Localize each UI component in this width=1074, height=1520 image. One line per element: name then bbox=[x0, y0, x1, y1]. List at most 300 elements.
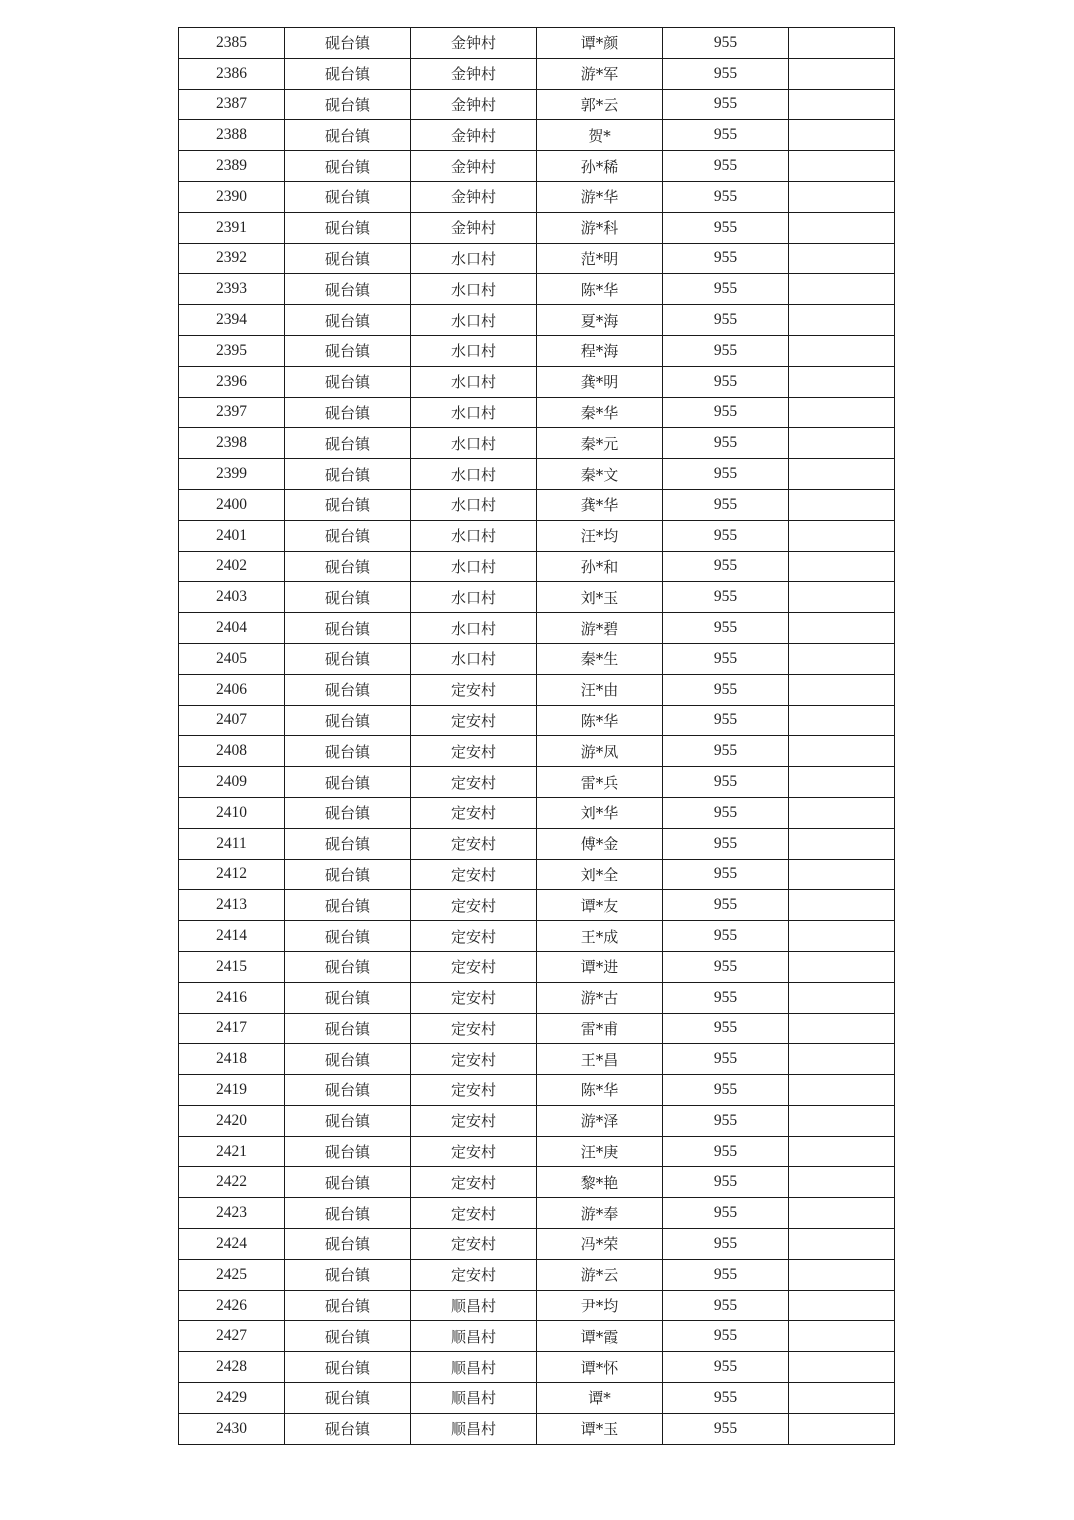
cell-town: 砚台镇 bbox=[285, 1259, 411, 1290]
cell-note bbox=[789, 828, 895, 859]
cell-number: 2427 bbox=[179, 1321, 285, 1352]
cell-note bbox=[789, 520, 895, 551]
cell-name: 陈*华 bbox=[537, 274, 663, 305]
cell-town: 砚台镇 bbox=[285, 1290, 411, 1321]
cell-town: 砚台镇 bbox=[285, 520, 411, 551]
cell-note bbox=[789, 1352, 895, 1383]
cell-amount: 955 bbox=[663, 551, 789, 582]
cell-number: 2415 bbox=[179, 951, 285, 982]
cell-name: 刘*华 bbox=[537, 797, 663, 828]
cell-amount: 955 bbox=[663, 613, 789, 644]
table-row bbox=[179, 89, 895, 120]
cell-town: 砚台镇 bbox=[285, 890, 411, 921]
cell-town: 砚台镇 bbox=[285, 1105, 411, 1136]
cell-village: 水口村 bbox=[411, 582, 537, 613]
cell-town: 砚台镇 bbox=[285, 151, 411, 182]
cell-number: 2387 bbox=[179, 89, 285, 120]
table-row bbox=[179, 1198, 895, 1229]
cell-name: 游*科 bbox=[537, 212, 663, 243]
cell-name: 游*云 bbox=[537, 1259, 663, 1290]
cell-town: 砚台镇 bbox=[285, 705, 411, 736]
cell-number: 2420 bbox=[179, 1105, 285, 1136]
cell-village: 定安村 bbox=[411, 1167, 537, 1198]
cell-number: 2418 bbox=[179, 1044, 285, 1075]
cell-note bbox=[789, 1259, 895, 1290]
cell-name: 谭*霞 bbox=[537, 1321, 663, 1352]
cell-number: 2405 bbox=[179, 643, 285, 674]
cell-note bbox=[789, 1013, 895, 1044]
cell-town: 砚台镇 bbox=[285, 459, 411, 490]
cell-town: 砚台镇 bbox=[285, 1136, 411, 1167]
cell-town: 砚台镇 bbox=[285, 1321, 411, 1352]
table-row bbox=[179, 674, 895, 705]
cell-name: 汪*由 bbox=[537, 674, 663, 705]
cell-village: 顺昌村 bbox=[411, 1290, 537, 1321]
cell-town: 砚台镇 bbox=[285, 89, 411, 120]
cell-amount: 955 bbox=[663, 643, 789, 674]
cell-town: 砚台镇 bbox=[285, 1167, 411, 1198]
cell-note bbox=[789, 1290, 895, 1321]
cell-name: 游*华 bbox=[537, 181, 663, 212]
cell-village: 定安村 bbox=[411, 1259, 537, 1290]
cell-number: 2385 bbox=[179, 28, 285, 59]
cell-town: 砚台镇 bbox=[285, 489, 411, 520]
cell-village: 金钟村 bbox=[411, 151, 537, 182]
cell-village: 水口村 bbox=[411, 643, 537, 674]
table-row bbox=[179, 736, 895, 767]
cell-name: 游*古 bbox=[537, 982, 663, 1013]
cell-note bbox=[789, 613, 895, 644]
cell-note bbox=[789, 366, 895, 397]
cell-note bbox=[789, 274, 895, 305]
cell-number: 2398 bbox=[179, 428, 285, 459]
cell-number: 2419 bbox=[179, 1075, 285, 1106]
table-row bbox=[179, 1413, 895, 1444]
cell-name: 贺* bbox=[537, 120, 663, 151]
cell-name: 谭* bbox=[537, 1383, 663, 1414]
cell-town: 砚台镇 bbox=[285, 736, 411, 767]
cell-note bbox=[789, 58, 895, 89]
cell-number: 2408 bbox=[179, 736, 285, 767]
cell-amount: 955 bbox=[663, 951, 789, 982]
cell-amount: 955 bbox=[663, 181, 789, 212]
cell-note bbox=[789, 151, 895, 182]
cell-note bbox=[789, 120, 895, 151]
cell-note bbox=[789, 1383, 895, 1414]
table-row bbox=[179, 520, 895, 551]
cell-amount: 955 bbox=[663, 982, 789, 1013]
cell-number: 2390 bbox=[179, 181, 285, 212]
cell-village: 水口村 bbox=[411, 551, 537, 582]
cell-town: 砚台镇 bbox=[285, 428, 411, 459]
cell-name: 谭*玉 bbox=[537, 1413, 663, 1444]
table-row bbox=[179, 890, 895, 921]
table-row bbox=[179, 1229, 895, 1260]
cell-amount: 955 bbox=[663, 1167, 789, 1198]
cell-town: 砚台镇 bbox=[285, 582, 411, 613]
cell-amount: 955 bbox=[663, 428, 789, 459]
cell-note bbox=[789, 28, 895, 59]
cell-village: 定安村 bbox=[411, 1229, 537, 1260]
cell-note bbox=[789, 951, 895, 982]
cell-town: 砚台镇 bbox=[285, 120, 411, 151]
cell-town: 砚台镇 bbox=[285, 1352, 411, 1383]
cell-name: 傅*金 bbox=[537, 828, 663, 859]
cell-amount: 955 bbox=[663, 274, 789, 305]
cell-note bbox=[789, 489, 895, 520]
cell-note bbox=[789, 643, 895, 674]
cell-name: 郭*云 bbox=[537, 89, 663, 120]
cell-number: 2389 bbox=[179, 151, 285, 182]
cell-town: 砚台镇 bbox=[285, 274, 411, 305]
cell-amount: 955 bbox=[663, 120, 789, 151]
table-row bbox=[179, 921, 895, 952]
table-row bbox=[179, 859, 895, 890]
cell-town: 砚台镇 bbox=[285, 181, 411, 212]
cell-name: 游*奉 bbox=[537, 1198, 663, 1229]
table-row bbox=[179, 489, 895, 520]
cell-town: 砚台镇 bbox=[285, 366, 411, 397]
cell-town: 砚台镇 bbox=[285, 1013, 411, 1044]
cell-village: 定安村 bbox=[411, 1075, 537, 1106]
cell-number: 2388 bbox=[179, 120, 285, 151]
table-row bbox=[179, 1321, 895, 1352]
table-row bbox=[179, 428, 895, 459]
cell-note bbox=[789, 982, 895, 1013]
cell-note bbox=[789, 890, 895, 921]
cell-name: 游*凤 bbox=[537, 736, 663, 767]
cell-town: 砚台镇 bbox=[285, 1044, 411, 1075]
cell-note bbox=[789, 1044, 895, 1075]
cell-note bbox=[789, 89, 895, 120]
cell-name: 汪*庚 bbox=[537, 1136, 663, 1167]
table-row bbox=[179, 951, 895, 982]
cell-note bbox=[789, 243, 895, 274]
cell-village: 顺昌村 bbox=[411, 1352, 537, 1383]
cell-village: 水口村 bbox=[411, 305, 537, 336]
cell-amount: 955 bbox=[663, 459, 789, 490]
cell-town: 砚台镇 bbox=[285, 674, 411, 705]
cell-amount: 955 bbox=[663, 797, 789, 828]
cell-amount: 955 bbox=[663, 520, 789, 551]
cell-amount: 955 bbox=[663, 674, 789, 705]
cell-number: 2426 bbox=[179, 1290, 285, 1321]
cell-number: 2386 bbox=[179, 58, 285, 89]
cell-village: 定安村 bbox=[411, 797, 537, 828]
table-row bbox=[179, 366, 895, 397]
table-row bbox=[179, 551, 895, 582]
table-row bbox=[179, 151, 895, 182]
cell-name: 雷*甫 bbox=[537, 1013, 663, 1044]
cell-amount: 955 bbox=[663, 1229, 789, 1260]
cell-amount: 955 bbox=[663, 1321, 789, 1352]
table-row bbox=[179, 243, 895, 274]
table-row bbox=[179, 274, 895, 305]
cell-note bbox=[789, 1105, 895, 1136]
cell-town: 砚台镇 bbox=[285, 243, 411, 274]
cell-name: 夏*海 bbox=[537, 305, 663, 336]
table-row bbox=[179, 1290, 895, 1321]
cell-name: 谭*怀 bbox=[537, 1352, 663, 1383]
cell-number: 2391 bbox=[179, 212, 285, 243]
cell-note bbox=[789, 1413, 895, 1444]
cell-amount: 955 bbox=[663, 705, 789, 736]
cell-number: 2392 bbox=[179, 243, 285, 274]
cell-village: 金钟村 bbox=[411, 181, 537, 212]
cell-note bbox=[789, 582, 895, 613]
cell-amount: 955 bbox=[663, 212, 789, 243]
cell-note bbox=[789, 767, 895, 798]
cell-town: 砚台镇 bbox=[285, 1075, 411, 1106]
cell-number: 2411 bbox=[179, 828, 285, 859]
table-row bbox=[179, 120, 895, 151]
cell-note bbox=[789, 1136, 895, 1167]
table-row bbox=[179, 582, 895, 613]
cell-name: 谭*友 bbox=[537, 890, 663, 921]
cell-name: 陈*华 bbox=[537, 705, 663, 736]
cell-town: 砚台镇 bbox=[285, 797, 411, 828]
table-row bbox=[179, 335, 895, 366]
cell-name: 龚*明 bbox=[537, 366, 663, 397]
cell-number: 2404 bbox=[179, 613, 285, 644]
cell-number: 2409 bbox=[179, 767, 285, 798]
cell-number: 2430 bbox=[179, 1413, 285, 1444]
cell-number: 2414 bbox=[179, 921, 285, 952]
cell-amount: 955 bbox=[663, 859, 789, 890]
cell-number: 2395 bbox=[179, 335, 285, 366]
cell-number: 2428 bbox=[179, 1352, 285, 1383]
cell-note bbox=[789, 305, 895, 336]
cell-town: 砚台镇 bbox=[285, 28, 411, 59]
cell-note bbox=[789, 551, 895, 582]
cell-village: 金钟村 bbox=[411, 120, 537, 151]
table-row bbox=[179, 1259, 895, 1290]
cell-number: 2417 bbox=[179, 1013, 285, 1044]
cell-village: 金钟村 bbox=[411, 28, 537, 59]
cell-town: 砚台镇 bbox=[285, 551, 411, 582]
cell-note bbox=[789, 736, 895, 767]
cell-name: 秦*华 bbox=[537, 397, 663, 428]
cell-number: 2422 bbox=[179, 1167, 285, 1198]
cell-town: 砚台镇 bbox=[285, 643, 411, 674]
cell-name: 孙*稀 bbox=[537, 151, 663, 182]
cell-note bbox=[789, 797, 895, 828]
cell-number: 2402 bbox=[179, 551, 285, 582]
cell-number: 2393 bbox=[179, 274, 285, 305]
cell-note bbox=[789, 181, 895, 212]
cell-amount: 955 bbox=[663, 921, 789, 952]
table-row bbox=[179, 212, 895, 243]
table-row bbox=[179, 181, 895, 212]
cell-village: 金钟村 bbox=[411, 58, 537, 89]
cell-name: 游*泽 bbox=[537, 1105, 663, 1136]
cell-town: 砚台镇 bbox=[285, 335, 411, 366]
table-body bbox=[179, 28, 895, 1445]
cell-village: 定安村 bbox=[411, 674, 537, 705]
cell-town: 砚台镇 bbox=[285, 1229, 411, 1260]
cell-name: 尹*均 bbox=[537, 1290, 663, 1321]
cell-number: 2407 bbox=[179, 705, 285, 736]
table-row bbox=[179, 1383, 895, 1414]
cell-number: 2413 bbox=[179, 890, 285, 921]
cell-town: 砚台镇 bbox=[285, 1383, 411, 1414]
table-row bbox=[179, 28, 895, 59]
cell-note bbox=[789, 921, 895, 952]
cell-town: 砚台镇 bbox=[285, 305, 411, 336]
cell-village: 水口村 bbox=[411, 428, 537, 459]
cell-village: 定安村 bbox=[411, 951, 537, 982]
cell-number: 2410 bbox=[179, 797, 285, 828]
cell-village: 顺昌村 bbox=[411, 1321, 537, 1352]
cell-note bbox=[789, 705, 895, 736]
table-row bbox=[179, 797, 895, 828]
cell-town: 砚台镇 bbox=[285, 613, 411, 644]
cell-amount: 955 bbox=[663, 890, 789, 921]
cell-town: 砚台镇 bbox=[285, 212, 411, 243]
cell-village: 定安村 bbox=[411, 982, 537, 1013]
cell-village: 定安村 bbox=[411, 1044, 537, 1075]
cell-town: 砚台镇 bbox=[285, 767, 411, 798]
cell-village: 定安村 bbox=[411, 705, 537, 736]
cell-name: 秦*元 bbox=[537, 428, 663, 459]
cell-name: 秦*文 bbox=[537, 459, 663, 490]
cell-town: 砚台镇 bbox=[285, 951, 411, 982]
cell-note bbox=[789, 397, 895, 428]
cell-town: 砚台镇 bbox=[285, 859, 411, 890]
cell-note bbox=[789, 212, 895, 243]
cell-town: 砚台镇 bbox=[285, 58, 411, 89]
cell-village: 定安村 bbox=[411, 890, 537, 921]
cell-number: 2406 bbox=[179, 674, 285, 705]
cell-number: 2394 bbox=[179, 305, 285, 336]
cell-amount: 955 bbox=[663, 305, 789, 336]
cell-amount: 955 bbox=[663, 335, 789, 366]
cell-amount: 955 bbox=[663, 151, 789, 182]
cell-note bbox=[789, 1075, 895, 1106]
table-row bbox=[179, 982, 895, 1013]
cell-village: 水口村 bbox=[411, 520, 537, 551]
cell-name: 陈*华 bbox=[537, 1075, 663, 1106]
cell-village: 定安村 bbox=[411, 921, 537, 952]
cell-name: 谭*进 bbox=[537, 951, 663, 982]
cell-note bbox=[789, 1198, 895, 1229]
cell-number: 2399 bbox=[179, 459, 285, 490]
cell-town: 砚台镇 bbox=[285, 397, 411, 428]
table-row bbox=[179, 1044, 895, 1075]
cell-amount: 955 bbox=[663, 1075, 789, 1106]
cell-name: 王*成 bbox=[537, 921, 663, 952]
cell-name: 汪*均 bbox=[537, 520, 663, 551]
cell-town: 砚台镇 bbox=[285, 1198, 411, 1229]
cell-amount: 955 bbox=[663, 89, 789, 120]
cell-name: 游*军 bbox=[537, 58, 663, 89]
cell-amount: 955 bbox=[663, 397, 789, 428]
cell-number: 2424 bbox=[179, 1229, 285, 1260]
cell-amount: 955 bbox=[663, 1136, 789, 1167]
cell-village: 水口村 bbox=[411, 459, 537, 490]
cell-number: 2429 bbox=[179, 1383, 285, 1414]
cell-village: 定安村 bbox=[411, 1105, 537, 1136]
table-row bbox=[179, 767, 895, 798]
cell-amount: 955 bbox=[663, 1013, 789, 1044]
cell-name: 龚*华 bbox=[537, 489, 663, 520]
table-row bbox=[179, 1352, 895, 1383]
cell-amount: 955 bbox=[663, 1413, 789, 1444]
cell-name: 雷*兵 bbox=[537, 767, 663, 798]
cell-note bbox=[789, 1167, 895, 1198]
cell-amount: 955 bbox=[663, 828, 789, 859]
cell-village: 顺昌村 bbox=[411, 1413, 537, 1444]
table-row bbox=[179, 643, 895, 674]
table-row bbox=[179, 1105, 895, 1136]
cell-number: 2412 bbox=[179, 859, 285, 890]
table-row bbox=[179, 1167, 895, 1198]
cell-village: 水口村 bbox=[411, 335, 537, 366]
cell-note bbox=[789, 335, 895, 366]
table-row bbox=[179, 1136, 895, 1167]
cell-amount: 955 bbox=[663, 767, 789, 798]
cell-note bbox=[789, 859, 895, 890]
cell-village: 水口村 bbox=[411, 274, 537, 305]
cell-village: 水口村 bbox=[411, 243, 537, 274]
cell-name: 程*海 bbox=[537, 335, 663, 366]
cell-number: 2416 bbox=[179, 982, 285, 1013]
cell-village: 顺昌村 bbox=[411, 1383, 537, 1414]
cell-town: 砚台镇 bbox=[285, 982, 411, 1013]
cell-number: 2421 bbox=[179, 1136, 285, 1167]
cell-name: 游*碧 bbox=[537, 613, 663, 644]
cell-name: 谭*颜 bbox=[537, 28, 663, 59]
cell-village: 水口村 bbox=[411, 397, 537, 428]
table-row bbox=[179, 705, 895, 736]
cell-village: 金钟村 bbox=[411, 212, 537, 243]
cell-town: 砚台镇 bbox=[285, 1413, 411, 1444]
cell-name: 王*昌 bbox=[537, 1044, 663, 1075]
cell-note bbox=[789, 1321, 895, 1352]
cell-name: 刘*全 bbox=[537, 859, 663, 890]
subsidy-roster-table bbox=[178, 27, 895, 1445]
cell-amount: 955 bbox=[663, 1290, 789, 1321]
cell-number: 2423 bbox=[179, 1198, 285, 1229]
cell-amount: 955 bbox=[663, 1044, 789, 1075]
cell-number: 2397 bbox=[179, 397, 285, 428]
table-row bbox=[179, 305, 895, 336]
table-row bbox=[179, 1075, 895, 1106]
cell-amount: 955 bbox=[663, 58, 789, 89]
cell-note bbox=[789, 674, 895, 705]
cell-amount: 955 bbox=[663, 366, 789, 397]
cell-amount: 955 bbox=[663, 582, 789, 613]
cell-number: 2396 bbox=[179, 366, 285, 397]
table-row bbox=[179, 58, 895, 89]
table-row bbox=[179, 613, 895, 644]
cell-amount: 955 bbox=[663, 1259, 789, 1290]
cell-town: 砚台镇 bbox=[285, 921, 411, 952]
cell-name: 孙*和 bbox=[537, 551, 663, 582]
cell-village: 水口村 bbox=[411, 366, 537, 397]
cell-village: 定安村 bbox=[411, 767, 537, 798]
cell-amount: 955 bbox=[663, 243, 789, 274]
cell-village: 金钟村 bbox=[411, 89, 537, 120]
cell-number: 2400 bbox=[179, 489, 285, 520]
cell-amount: 955 bbox=[663, 736, 789, 767]
cell-village: 定安村 bbox=[411, 736, 537, 767]
table-row bbox=[179, 459, 895, 490]
cell-village: 定安村 bbox=[411, 1013, 537, 1044]
cell-name: 冯*荣 bbox=[537, 1229, 663, 1260]
cell-name: 范*明 bbox=[537, 243, 663, 274]
cell-name: 黎*艳 bbox=[537, 1167, 663, 1198]
